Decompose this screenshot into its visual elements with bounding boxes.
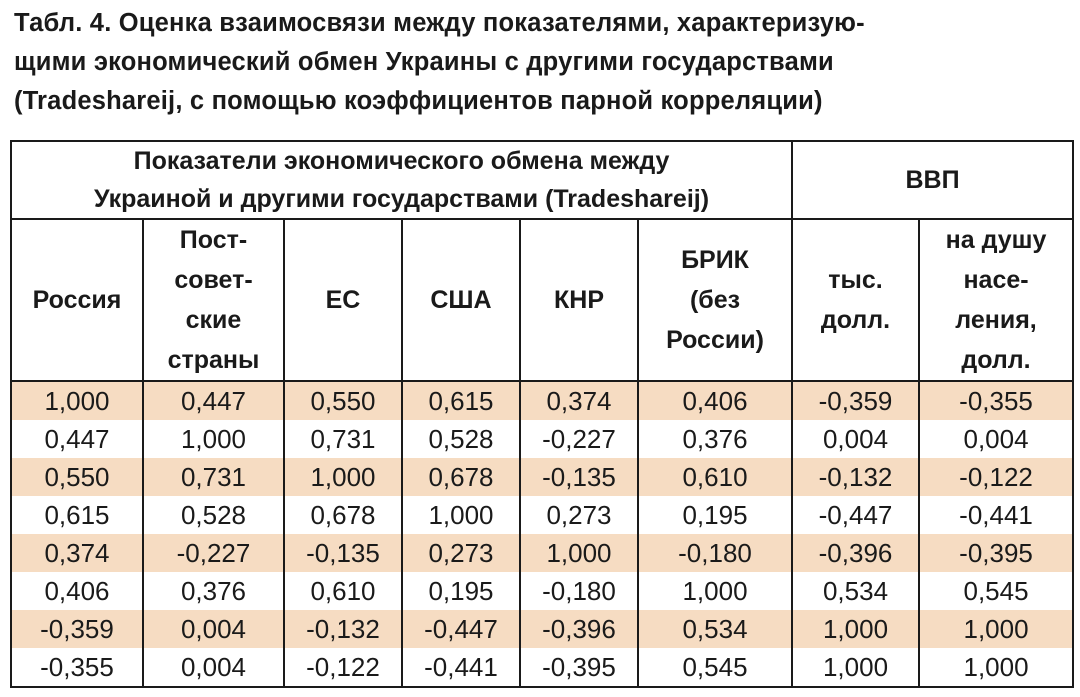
table-cell: -0,132 — [792, 458, 919, 496]
table-cell: -0,396 — [520, 610, 638, 648]
table-cell: 0,004 — [143, 610, 284, 648]
table-cell: 1,000 — [284, 458, 402, 496]
table-row — [11, 648, 1073, 687]
col-header-eu — [284, 219, 402, 381]
table-cell: 0,731 — [284, 420, 402, 458]
table-cell: -0,447 — [402, 610, 520, 648]
table-cell: 0,550 — [284, 381, 402, 420]
table-cell: -0,396 — [792, 534, 919, 572]
table-cell: 1,000 — [792, 648, 919, 687]
table-cell: 0,528 — [143, 496, 284, 534]
correlation-table — [10, 140, 1074, 688]
column-header-label: БРИК (без России) — [666, 246, 764, 354]
table-row — [11, 610, 1073, 648]
table-row — [11, 458, 1073, 496]
table-cell: 1,000 — [792, 610, 919, 648]
table-cell: 0,195 — [402, 572, 520, 610]
table-cell: 1,000 — [11, 381, 143, 420]
table-cell: -0,135 — [520, 458, 638, 496]
table-cell: 0,406 — [638, 381, 792, 420]
table-cell: 0,528 — [402, 420, 520, 458]
table-cell: -0,359 — [11, 610, 143, 648]
table-row — [11, 496, 1073, 534]
table-cell: 0,610 — [284, 572, 402, 610]
table-cell: 0,615 — [402, 381, 520, 420]
col-header-post-soviet — [143, 219, 284, 381]
table-cell: -0,180 — [520, 572, 638, 610]
col-header-china — [520, 219, 638, 381]
gdp-group-label: ВВП — [905, 166, 960, 194]
col-header-gdp-per-capita — [919, 219, 1073, 381]
table-cell: 0,374 — [520, 381, 638, 420]
table-cell: 0,376 — [143, 572, 284, 610]
table-cell: -0,447 — [792, 496, 919, 534]
table-row — [11, 381, 1073, 420]
table-cell: 1,000 — [402, 496, 520, 534]
table-cell: -0,359 — [792, 381, 919, 420]
table-cell: -0,180 — [638, 534, 792, 572]
table-row — [11, 534, 1073, 572]
table-cell: 0,678 — [284, 496, 402, 534]
table-cell: 0,447 — [11, 420, 143, 458]
table-cell: -0,441 — [919, 496, 1073, 534]
column-header-label: на душу насе- ления, долл. — [945, 226, 1047, 374]
table-body — [11, 381, 1073, 687]
column-header-label: Россия — [32, 286, 122, 314]
table-cell: 1,000 — [919, 610, 1073, 648]
table-cell: -0,122 — [284, 648, 402, 687]
table-cell: 0,447 — [143, 381, 284, 420]
trade-indicators-group-header — [11, 141, 792, 219]
group-header-row — [11, 141, 1073, 219]
table-cell: -0,227 — [520, 420, 638, 458]
table-cell: -0,135 — [284, 534, 402, 572]
table-cell: -0,395 — [919, 534, 1073, 572]
table-cell: 0,610 — [638, 458, 792, 496]
table-cell: 0,004 — [792, 420, 919, 458]
table-cell: 0,731 — [143, 458, 284, 496]
column-header-label: КНР — [554, 286, 604, 314]
gdp-group-header — [792, 141, 1073, 219]
table-cell: 0,550 — [11, 458, 143, 496]
table-cell: -0,227 — [143, 534, 284, 572]
table-cell: 1,000 — [638, 572, 792, 610]
col-header-russia — [11, 219, 143, 381]
table-cell: -0,355 — [11, 648, 143, 687]
table-cell: 0,545 — [638, 648, 792, 687]
table-cell: 1,000 — [919, 648, 1073, 687]
table-cell: -0,132 — [284, 610, 402, 648]
col-header-gdp-thousand-usd — [792, 219, 919, 381]
column-header-label: США — [430, 286, 492, 314]
table-cell: -0,355 — [919, 381, 1073, 420]
table-cell: 0,615 — [11, 496, 143, 534]
table-cell: 0,376 — [638, 420, 792, 458]
table-caption: Табл. 4. Оценка взаимосвязи между показателями, характеризую- щими экономический обмен Украины с другими государствами (Tradeshareij, с помощью коэффициентов парной корреляции) — [14, 9, 865, 115]
col-header-usa — [402, 219, 520, 381]
table-cell: 0,195 — [638, 496, 792, 534]
column-header-label: ЕС — [325, 286, 361, 314]
table-cell: 0,004 — [143, 648, 284, 687]
table-cell: -0,395 — [520, 648, 638, 687]
table-cell: 0,534 — [638, 610, 792, 648]
table-cell: 1,000 — [143, 420, 284, 458]
table-cell: -0,122 — [919, 458, 1073, 496]
table-row — [11, 572, 1073, 610]
table-cell: 0,678 — [402, 458, 520, 496]
table-cell: 0,545 — [919, 572, 1073, 610]
table-cell: 0,534 — [792, 572, 919, 610]
table-row — [11, 420, 1073, 458]
table-cell: 0,374 — [11, 534, 143, 572]
table-cell: 0,273 — [402, 534, 520, 572]
trade-indicators-group-label: Показатели экономического обмена между Украиной и другими государствами (Tradeshareij) — [93, 147, 710, 213]
col-header-bric — [638, 219, 792, 381]
table-cell: 1,000 — [520, 534, 638, 572]
table-cell: -0,441 — [402, 648, 520, 687]
table-cell: 0,004 — [919, 420, 1073, 458]
column-header-label: Пост- совет- ские страны — [167, 226, 260, 374]
column-header-row — [11, 219, 1073, 381]
table-cell: 0,406 — [11, 572, 143, 610]
column-header-label: тыс. долл. — [820, 266, 891, 334]
table-cell: 0,273 — [520, 496, 638, 534]
